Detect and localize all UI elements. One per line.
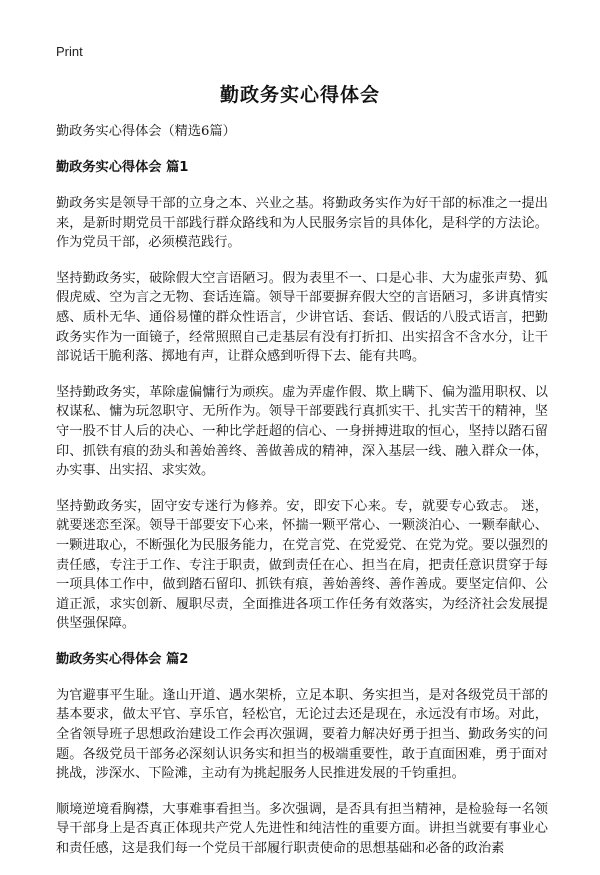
paragraph: 为官避事平生耻。逢山开道、遇水架桥，立足本职、务实担当，是对各级党员干部的基本要求，做太平官、享乐官，轻松官，无论过去还是现在，永远没有市场。对此，全省领导班子思想政治建设工作会再次强调，要着力解决好勇于担当、勤政务实的问题。各级党员干部务必深刻认识务实和担当的极端重要性，敢于直面困难，勇于面对挑战，涉深水、下险滩，主动有为挑起服务人民推进发展的千钧重担。 (56, 687, 548, 782)
section-heading-2: 勤政务实心得体会 篇2 (56, 651, 189, 667)
paragraph: 顺境逆境看胸襟，大事难事看担当。多次强调，是否具有担当精神，是检验每一名领导干部身上是否真正体现共产党人先进性和纯洁性的重要方面。讲担当就要有事业心和责任感，这是我们每一个党员干部履行职责使命的思想基础和必备的政治素 (56, 801, 548, 857)
document-title: 勤政务实心得体会 (219, 84, 380, 106)
paragraph: 坚持勤政务实，破除假大空言语陋习。假为表里不一、口是心非、大为虚张声势、狐假虎威、空为言之无物、套话连篇。领导干部要摒弃假大空的言语陋习，多讲真情实感、质朴无华、通俗易懂的群众性语言，少讲官话、套话、假话的八股式语言，把勤政务实作为一面镜子，经常照照自己走基层有没有打折扣、出实招含不含水分，让干部说话干脆利落、掷地有声，让群众感到听得下去、能有共鸣。 (56, 270, 548, 365)
print-link[interactable]: Print (56, 44, 83, 59)
paragraph: 坚持勤政务实，固守安专迷行为修养。安，即安下心来。专，就要专心致志。 迷，就要迷恋至深。领导干部要安下心来，怀揣一颗平常心、一颗淡泊心、一颗奉献心、一颗进取心，不断强化为民服务能力，在党言党、在党爱党、在党为党。要以强烈的责任感，专注于工作、专注于职责，做到责任在心、担当在肩，把责任意识贯穿于每一项具体工作中，做到踏石留印、抓铁有痕，善始善终、善作善成。要坚定信仰、公道正派，求实创新、履职尽责，全面推进各项工作任务有效落实，为经济社会发展提供坚强保障。 (56, 498, 548, 632)
document-subtitle: 勤政务实心得体会（精选6篇） (56, 124, 236, 139)
section-heading-1: 勤政务实心得体会 篇1 (56, 160, 189, 175)
paragraph: 勤政务实是领导干部的立身之本、兴业之基。将勤政务实作为好干部的标准之一提出来，是新时期党员干部践行群众路线和为人民服务宗旨的具体化，是科学的方法论。作为党员干部，必须模范践行。 (56, 196, 548, 251)
document-body (56, 122, 548, 875)
paragraph: 坚持勤政务实，革除虚偏慵行为顽疾。虚为弄虚作假、欺上瞒下、偏为滥用职权、以权谋私、慵为玩忽职守、无所作为。领导干部要践行真抓实干、扎实苦干的精神，坚守一股不甘人后的决心、一种比学赶超的信心、一身拼搏进取的恒心，坚持以踏石留印、抓铁有痕的劲头和善始善终、善做善成的精神，深入基层一线、融入群众一体，办实事、出实招、求实效。 (56, 384, 548, 479)
